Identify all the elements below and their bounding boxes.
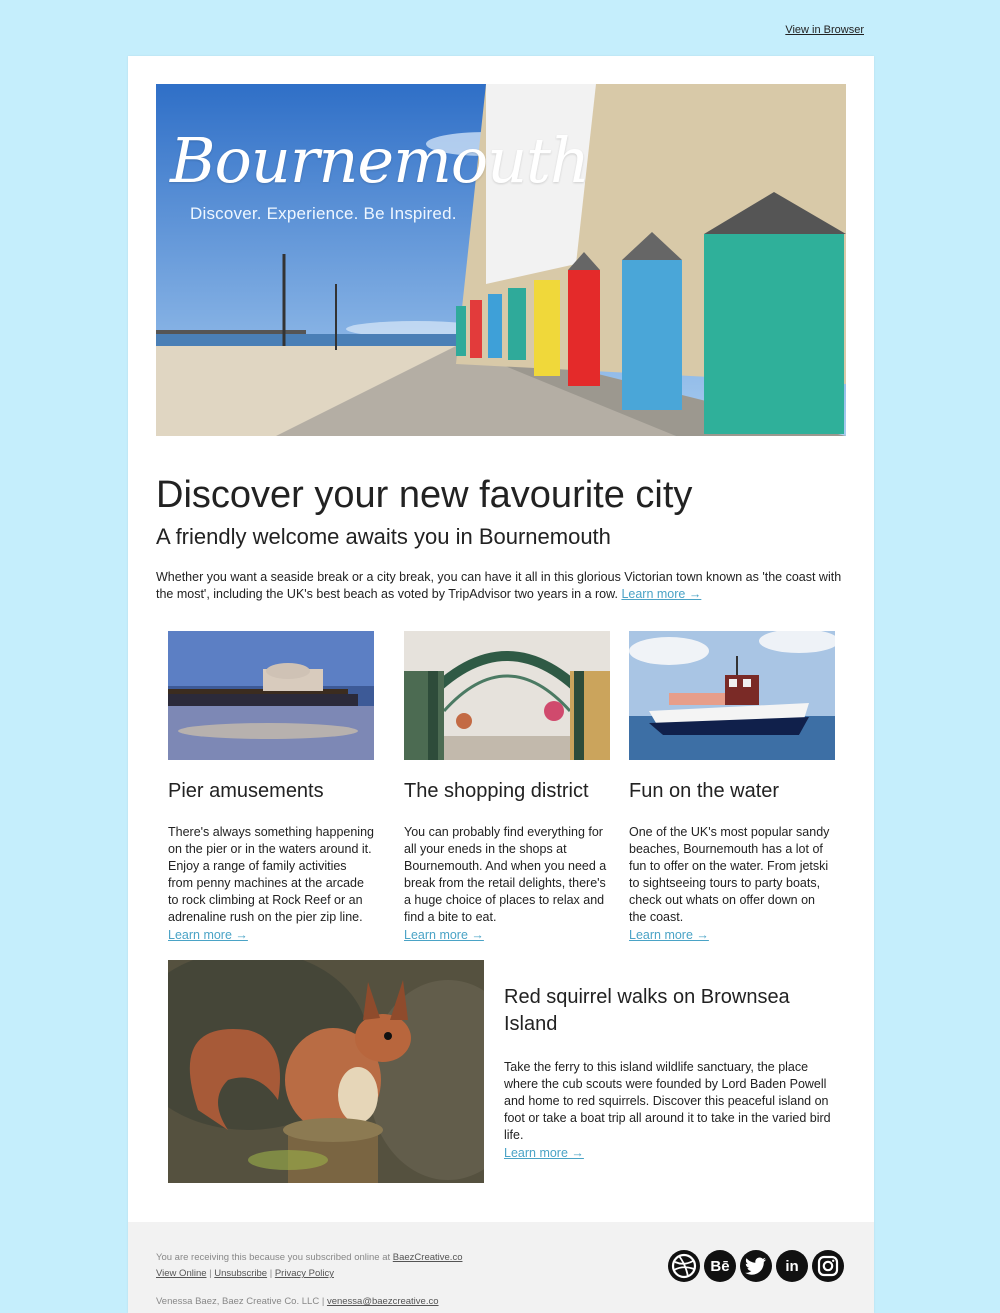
footer-company: Venessa Baez, Baez Creative Co. LLC | — [156, 1296, 325, 1307]
hero-brand-logo: Bournemouth — [170, 124, 589, 197]
social-icons — [668, 1250, 844, 1282]
squirrel-image[interactable] — [168, 960, 484, 1183]
water-learn-more-link[interactable]: Learn more → — [629, 928, 709, 942]
footer-receiving-line — [156, 1252, 462, 1263]
footer-links — [156, 1268, 334, 1279]
footer-site-link[interactable]: BaezCreative.co — [392, 1252, 463, 1263]
column-pier — [168, 631, 374, 944]
instagram-icon[interactable] — [812, 1250, 844, 1282]
shopping-image[interactable] — [404, 631, 610, 760]
footer-separator: | — [209, 1268, 212, 1279]
intro-learn-more-link[interactable]: Learn more → — [621, 587, 702, 601]
feature-learn-more-link[interactable]: Learn more → — [504, 1146, 584, 1160]
intro-text: Whether you want a seaside break or a city break, you can have it all in this glorious Victorian town known as 'the coast with the most', including the UK's best beach as voted by TripAdvisor two years in a row. — [156, 570, 842, 601]
footer-company-line — [156, 1296, 439, 1307]
column-text: You can probably find everything for all your eneds in the shops at Bournemouth. And when you need a break from the retail delights, there's a huge choice of places to relax and find a bite to eat. — [404, 825, 607, 924]
unsubscribe-link[interactable]: Unsubscribe — [214, 1268, 268, 1279]
view-in-browser-link[interactable]: View in Browser — [785, 24, 864, 36]
feature-squirrel — [504, 984, 836, 1162]
feature-text: Take the ferry to this island wildlife sanctuary, the place where the cub scouts were founded by Lord Baden Powell and home to red squirrels. Discover this peaceful island on foot or take a boat trip all around it to take in the varied bird life. — [504, 1060, 831, 1142]
column-text: There's always something happening on the pier or in the waters around it. Enjoy a range of family activities from penny machines at the arcade to rock climbing at Rock Reef or an adrenaline rush on the pier zip line. — [168, 825, 374, 924]
water-image[interactable] — [629, 631, 835, 760]
email-card — [128, 56, 874, 1313]
footer-separator: | — [269, 1268, 273, 1279]
column-title: Pier amusements — [168, 780, 324, 802]
hero-tagline: Discover. Experience. Be Inspired. — [190, 204, 457, 223]
column-title: Fun on the water — [629, 780, 780, 802]
page-title: Discover your new favourite city — [156, 474, 693, 516]
footer-email-link[interactable]: venessa@baezcreative.co — [326, 1296, 439, 1307]
hero-banner — [156, 84, 846, 436]
column-text: One of the UK's most popular sandy beaches, Bournemouth has a lot of fun to offer on the water. From jetski to sightseeing tours to party boats, check out whats on offer down on the coast. — [629, 825, 830, 924]
column-shopping — [404, 631, 610, 944]
dribbble-icon[interactable] — [668, 1250, 700, 1282]
footer-receiving-text: You are receiving this because you subscribed online at — [156, 1252, 391, 1263]
shopping-learn-more-link[interactable]: Learn more → — [404, 928, 484, 942]
twitter-icon[interactable] — [740, 1250, 772, 1282]
privacy-policy-link[interactable]: Privacy Policy — [274, 1268, 334, 1279]
pier-image[interactable] — [168, 631, 374, 760]
pier-learn-more-link[interactable]: Learn more → — [168, 928, 248, 942]
page-subtitle: A friendly welcome awaits you in Bournemouth — [156, 524, 611, 549]
column-title: The shopping district — [404, 780, 589, 802]
view-online-link[interactable]: View Online — [156, 1268, 207, 1279]
behance-icon[interactable]: Bē — [704, 1250, 736, 1282]
feature-title: Red squirrel walks on Brownsea Island — [504, 986, 790, 1035]
email-footer — [128, 1222, 874, 1313]
linkedin-icon[interactable]: in — [776, 1250, 808, 1282]
column-water — [629, 631, 835, 944]
intro-paragraph — [156, 569, 846, 603]
